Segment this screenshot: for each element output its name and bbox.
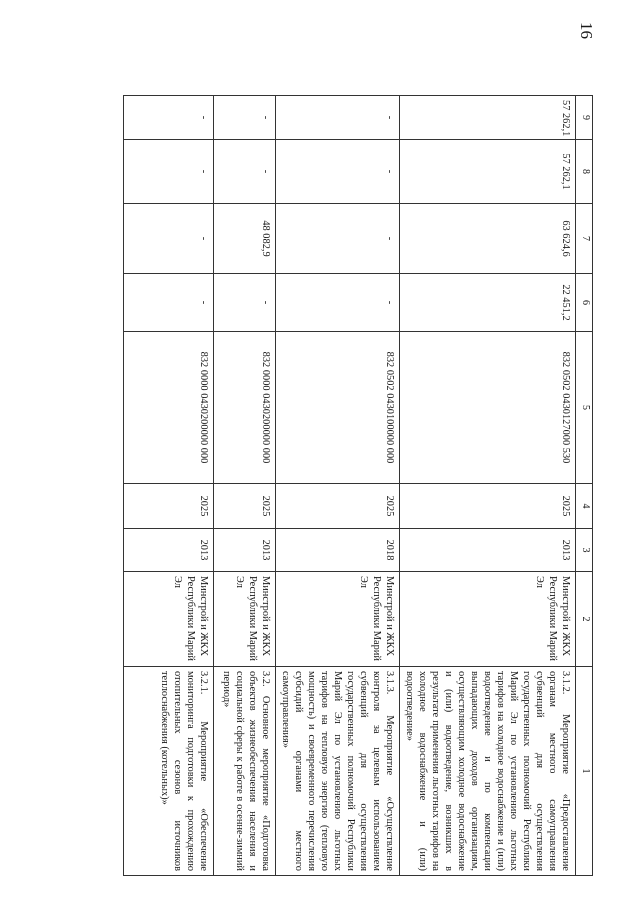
cell-col6: - (124, 274, 214, 332)
table-row (400, 96, 576, 876)
cell-col8: - (124, 140, 214, 204)
data-table (123, 95, 593, 876)
cell-col9: - (214, 96, 276, 140)
cell-col4: 2025 (400, 484, 576, 529)
page-number: 16 (577, 22, 596, 39)
cell-col3: 2013 (400, 529, 576, 572)
cell-col2: Минстрой и ЖКХ Республики Марий Эл (214, 572, 276, 667)
cell-col8: - (276, 140, 400, 204)
cell-col5: 832 0502 0430100000 000 (276, 332, 400, 484)
cell-col7: 63 624,6 (400, 204, 576, 274)
cell-col3: 2018 (276, 529, 400, 572)
cell-col5: 832 0000 0430200000 000 (124, 332, 214, 484)
table-row (214, 96, 276, 876)
column-header: 5 (576, 332, 593, 484)
column-header: 8 (576, 140, 593, 204)
cell-col3: 2013 (124, 529, 214, 572)
rotated-table-wrapper (123, 95, 593, 875)
cell-col5: 832 0000 0430200000 000 (214, 332, 276, 484)
column-header: 1 (576, 667, 593, 876)
column-header: 6 (576, 274, 593, 332)
cell-col7: - (276, 204, 400, 274)
cell-col4: 2025 (214, 484, 276, 529)
cell-col2: Минстрой и ЖКХ Республики Марий Эл (400, 572, 576, 667)
column-header: 4 (576, 484, 593, 529)
cell-col6: 22 451,2 (400, 274, 576, 332)
cell-col2: Минстрой и ЖКХ Республики Марий Эл (124, 572, 214, 667)
cell-col1: 3.2.1. Мероприятие «Обеспечение мониторинга подготовки к прохождению отопительных сезонов источников теплоснабжения (котельных)» (124, 667, 214, 876)
column-header: 9 (576, 96, 593, 140)
cell-col9: - (124, 96, 214, 140)
cell-col4: 2025 (276, 484, 400, 529)
cell-col3: 2013 (214, 529, 276, 572)
cell-col7: - (124, 204, 214, 274)
cell-col1: 3.2. Основное мероприятие «Подготовка объектов жизнеобеспечения населения и социальной сферы к работе в осенне-зимний период» (214, 667, 276, 876)
column-header: 2 (576, 572, 593, 667)
column-header: 3 (576, 529, 593, 572)
cell-col6: - (214, 274, 276, 332)
cell-col2: Минстрой и ЖКХ Республики Марий Эл (276, 572, 400, 667)
cell-col8: 57 262,1 (400, 140, 576, 204)
table-row (276, 96, 400, 876)
cell-col9: - (276, 96, 400, 140)
cell-col5: 832 0502 0430127000 530 (400, 332, 576, 484)
cell-col8: - (214, 140, 276, 204)
column-header: 7 (576, 204, 593, 274)
cell-col1: 3.1.2. Мероприятие «Предоставление органам местного самоуправления субвенций для осуществления государственных полномочий Республики Марий Эл по установлению льготных тарифов на холодное водоснабжение и (или) водоотведение и по компенсации выпадающих доходов организациям, осуществляющим холодное водоснабжение и (или) водоотведение, возникших в результате применения льготных тарифов на холодное водоснабжение и (или) водоотведение» (400, 667, 576, 876)
cell-col4: 2025 (124, 484, 214, 529)
cell-col6: - (276, 274, 400, 332)
header-row (576, 96, 593, 876)
table-row (124, 96, 214, 876)
cell-col7: 48 082,9 (214, 204, 276, 274)
cell-col9: 57 262,1 (400, 96, 576, 140)
cell-col1: 3.1.3. Мероприятие «Осуществление контроля за целевым использованием субвенций для осуществления государственных полномочий Республики Марий Эл по установлению льготных тарифов на тепловую энергию (тепловую мощность) и своевременного перечисления субсидий органами местного самоуправления» (276, 667, 400, 876)
